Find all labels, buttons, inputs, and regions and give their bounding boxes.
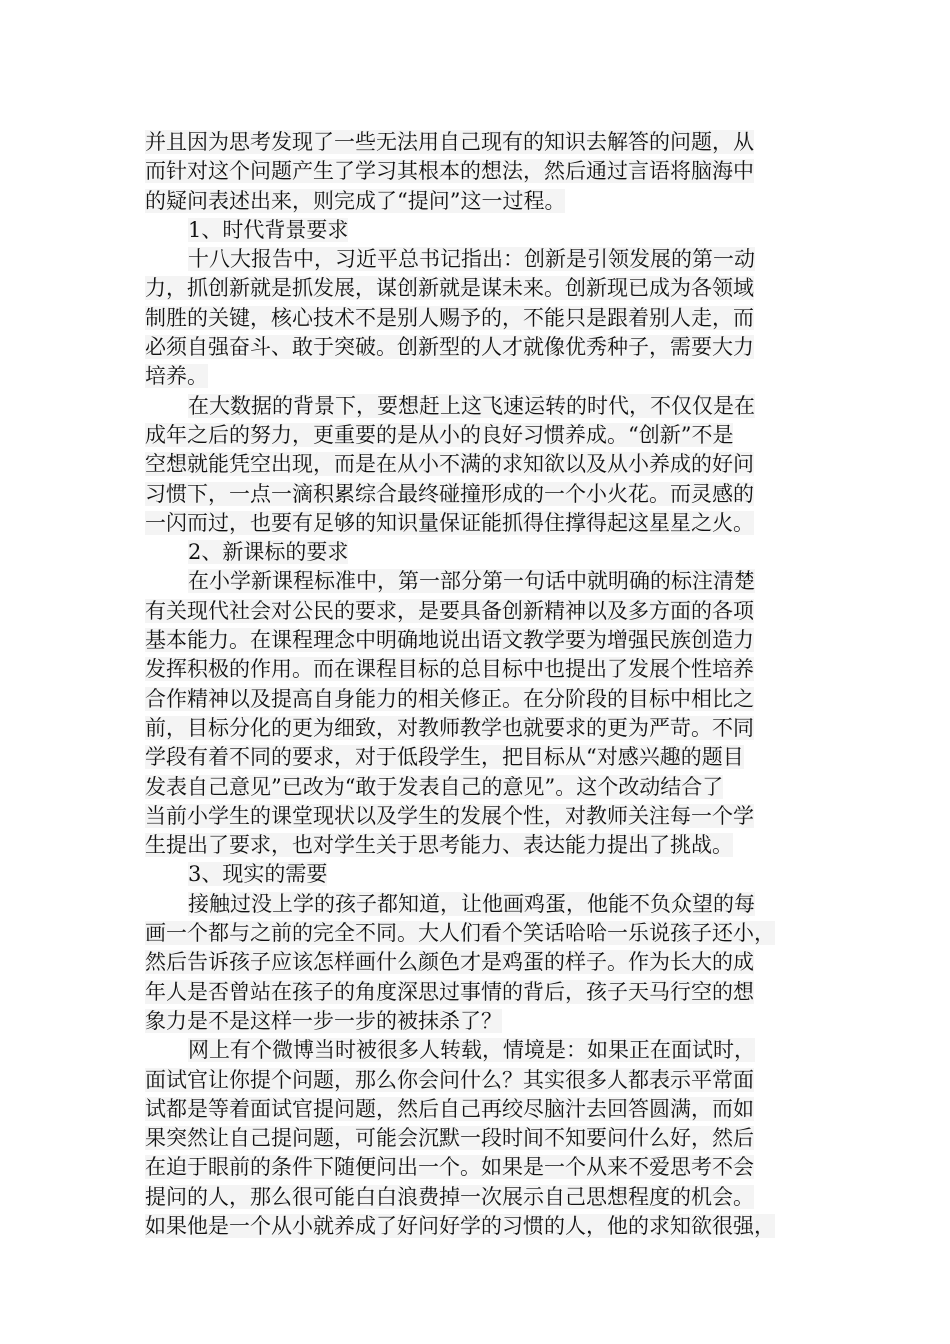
text-line xyxy=(145,362,815,391)
text-line xyxy=(145,1124,815,1153)
text-line-content: 发表自己意见”已改为“敢于发表自己的意见”。这个改动结合了 xyxy=(145,774,724,799)
text-line xyxy=(145,274,815,303)
text-line xyxy=(145,655,815,684)
text-line xyxy=(145,802,815,831)
text-line xyxy=(145,1212,815,1241)
text-line xyxy=(145,948,815,977)
text-line xyxy=(145,392,815,421)
text-line-content: 生提出了要求，也对学生关于思考能力、表达能力提出了挑战。 xyxy=(145,833,733,858)
text-line xyxy=(145,1183,815,1212)
text-line xyxy=(145,450,815,479)
text-line xyxy=(145,128,815,157)
text-line xyxy=(145,626,815,655)
text-line-content: 在大数据的背景下，要想赶上这飞速运转的时代，不仅仅是在 xyxy=(188,393,755,418)
text-line xyxy=(145,860,815,889)
text-line xyxy=(145,1036,815,1065)
text-line xyxy=(145,216,815,245)
text-line-content: 3、现实的需要 xyxy=(188,862,328,887)
text-line-content: 成年之后的努力，更重要的是从小的良好习惯养成。“创新”不是 xyxy=(145,422,734,447)
text-line xyxy=(145,187,815,216)
text-line-content: 习惯下，一点一滴积累综合最终碰撞形成的一个小火花。而灵感的 xyxy=(145,481,754,506)
text-line-content: 前，目标分化的更为细致，对教师教学也就要求的更为严苛。不同 xyxy=(145,715,754,740)
text-line xyxy=(145,831,815,860)
text-line-content: 力，抓创新就是抓发展，谋创新就是谋未来。创新现已成为各领域 xyxy=(145,276,754,301)
text-line-content: 果突然让自己提问题，可能会沉默一段时间不知要问什么好，然后 xyxy=(145,1126,754,1151)
text-line xyxy=(145,919,815,948)
document-body xyxy=(145,128,815,1241)
text-line-content: 接触过没上学的孩子都知道，让他画鸡蛋，他能不负众望的每 xyxy=(188,891,755,916)
text-line-content: 基本能力。在课程理念中明确地说出语文教学要为增强民族创造力 xyxy=(145,628,754,653)
text-line-content: 如果他是一个从小就养成了好问好学的习惯的人，他的求知欲很强， xyxy=(145,1213,775,1238)
text-line-content: 的疑问表述出来，则完成了“提问”这一过程。 xyxy=(145,188,566,213)
text-line xyxy=(145,157,815,186)
text-line-content: 试都是等着面试官提问题，然后自己再绞尽脑汁去回答圆满，而如 xyxy=(145,1096,754,1121)
text-line xyxy=(145,1153,815,1182)
text-line xyxy=(145,597,815,626)
text-line xyxy=(145,480,815,509)
text-line xyxy=(145,685,815,714)
text-line-content: 学段有着不同的要求，对于低段学生，把目标从“对感兴趣的题目 xyxy=(145,745,744,770)
text-line xyxy=(145,743,815,772)
text-line-content: 在迫于眼前的条件下随便问出一个。如果是一个从来不爱思考不会 xyxy=(145,1155,754,1180)
text-line-content: 象力是不是这样一步一步的被抹杀了？ xyxy=(145,1008,502,1033)
text-line-content: 十八大报告中，习近平总书记指出：创新是引领发展的第一动 xyxy=(188,247,755,272)
text-line xyxy=(145,567,815,596)
text-line-content: 网上有个微博当时被很多人转载，情境是：如果正在面试时， xyxy=(188,1038,755,1063)
text-line xyxy=(145,1066,815,1095)
text-line-content: 空想就能凭空出现，而是在从小不满的求知欲以及从小养成的好问 xyxy=(145,452,754,477)
text-line xyxy=(145,978,815,1007)
text-line-content: 培养。 xyxy=(145,364,208,389)
text-line-content: 提问的人，那么很可能白白浪费掉一次展示自己思想程度的机会。 xyxy=(145,1184,754,1209)
text-line xyxy=(145,421,815,450)
text-line xyxy=(145,1095,815,1124)
text-line xyxy=(145,714,815,743)
text-line-content: 必须自强奋斗、敢于突破。创新型的人才就像优秀种子，需要大力 xyxy=(145,335,754,360)
text-line xyxy=(145,773,815,802)
text-line xyxy=(145,1007,815,1036)
text-line-content: 一闪而过，也要有足够的知识量保证能抓得住撑得起这星星之火。 xyxy=(145,510,754,535)
text-line xyxy=(145,890,815,919)
text-line-content: 画一个都与之前的完全不同。大人们看个笑话哈哈一乐说孩子还小， xyxy=(145,921,775,946)
text-line-content: 在小学新课程标准中，第一部分第一句话中就明确的标注清楚 xyxy=(188,569,755,594)
text-line-content: 2、新课标的要求 xyxy=(188,540,349,565)
text-line xyxy=(145,304,815,333)
text-line-content: 年人是否曾站在孩子的角度深思过事情的背后，孩子天马行空的想 xyxy=(145,979,754,1004)
text-line-content: 有关现代社会对公民的要求，是要具备创新精神以及多方面的各项 xyxy=(145,598,754,623)
text-line-content: 而针对这个问题产生了学习其根本的想法，然后通过言语将脑海中 xyxy=(145,159,754,184)
text-line-content: 合作精神以及提高自身能力的相关修正。在分阶段的目标中相比之 xyxy=(145,686,754,711)
text-line-content: 当前小学生的课堂现状以及学生的发展个性，对教师关注每一个学 xyxy=(145,803,754,828)
text-line xyxy=(145,538,815,567)
text-line-content: 发挥积极的作用。而在课程目标的总目标中也提出了发展个性培养 xyxy=(145,657,754,682)
text-line-content: 并且因为思考发现了一些无法用自己现有的知识去解答的问题，从 xyxy=(145,130,754,154)
text-line-content: 制胜的关键，核心技术不是别人赐予的，不能只是跟着别人走，而 xyxy=(145,305,754,330)
text-line-content: 面试官让你提个问题，那么你会问什么？其实很多人都表示平常面 xyxy=(145,1067,754,1092)
text-line-content: 1、时代背景要求 xyxy=(188,217,349,242)
text-line-content: 然后告诉孩子应该怎样画什么颜色才是鸡蛋的样子。作为长大的成 xyxy=(145,950,754,975)
text-line xyxy=(145,245,815,274)
text-line xyxy=(145,509,815,538)
text-line xyxy=(145,333,815,362)
